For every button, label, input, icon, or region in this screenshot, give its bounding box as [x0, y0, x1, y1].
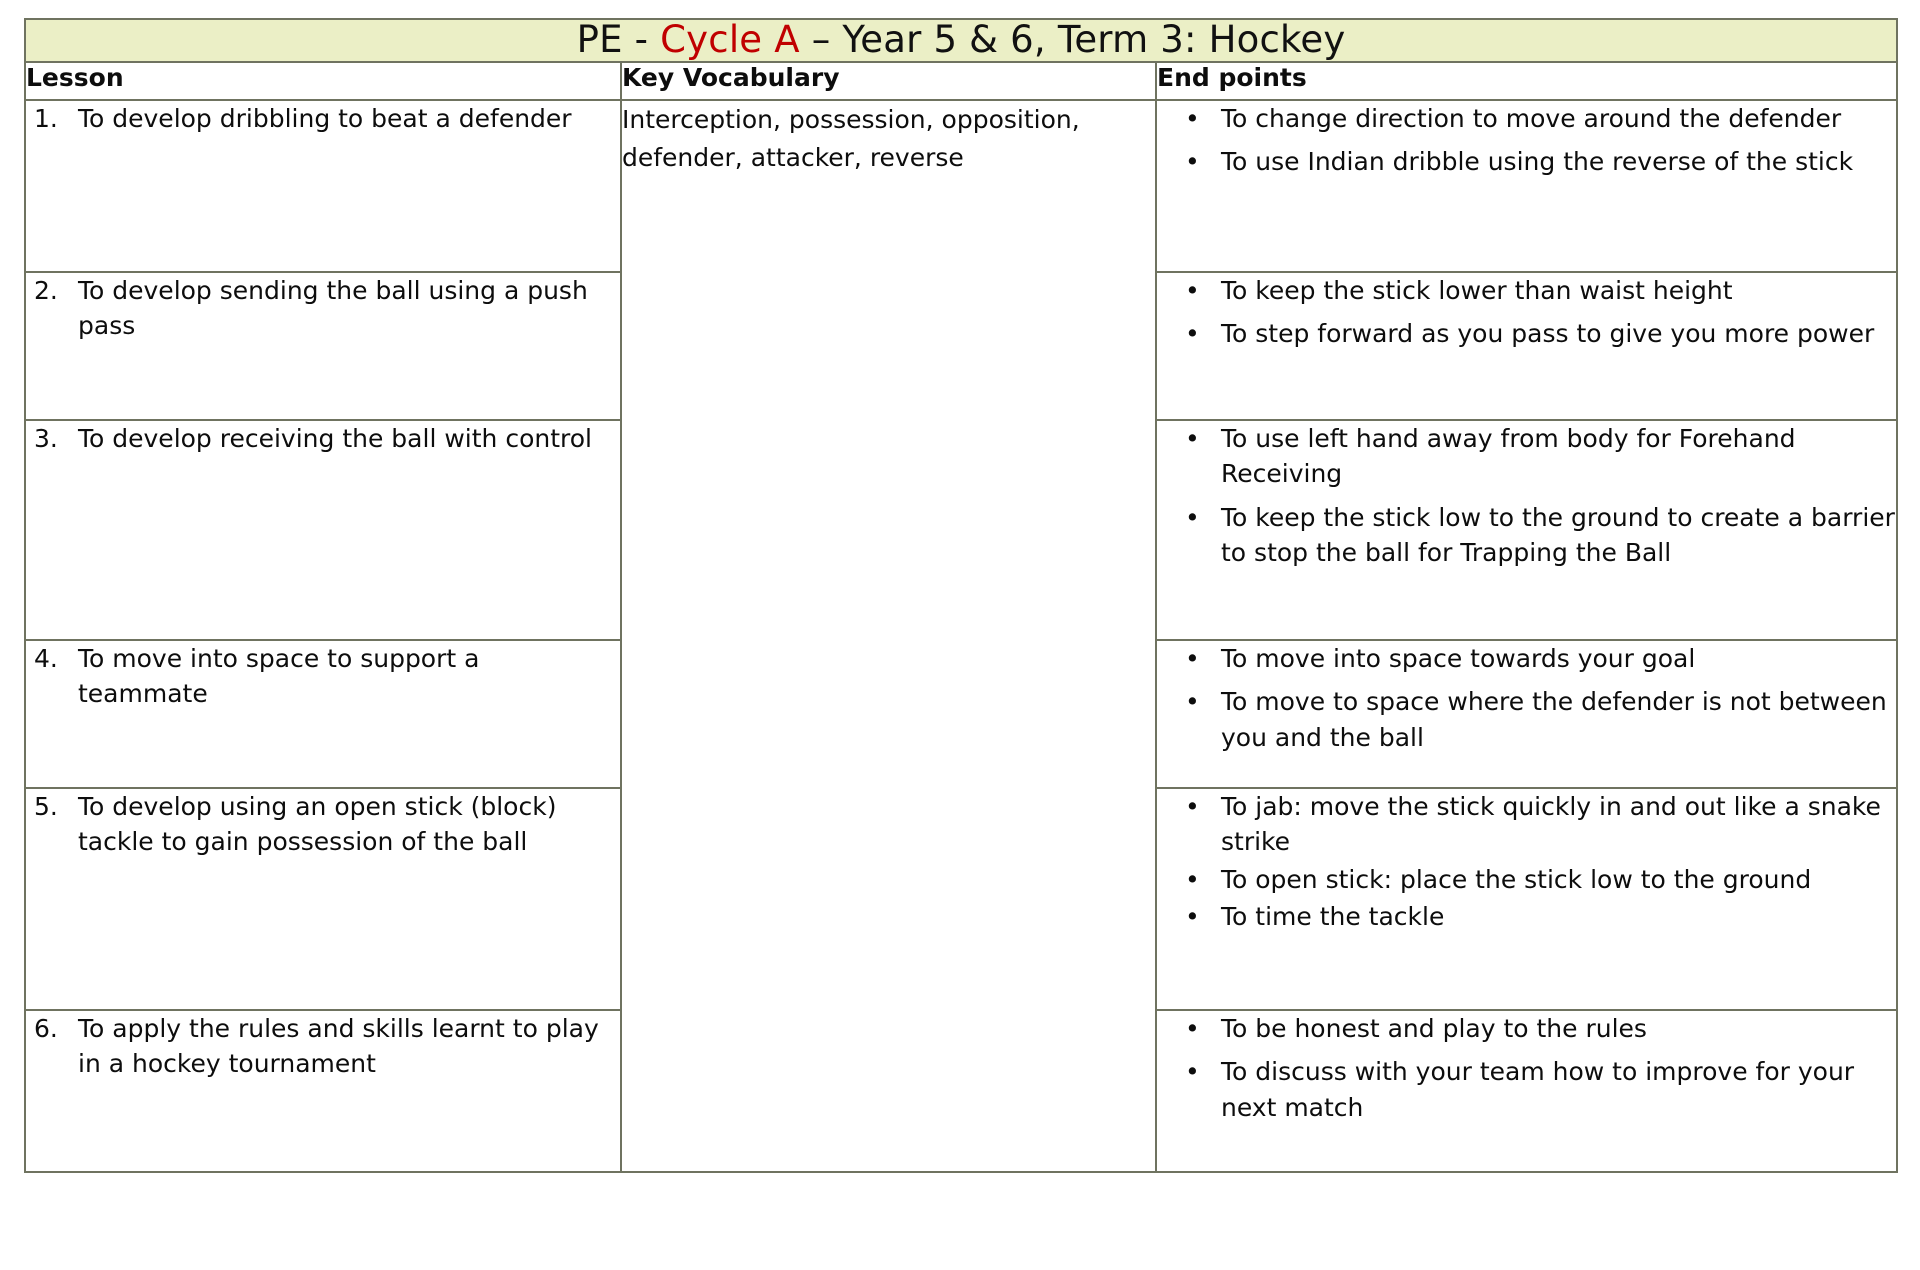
document-title	[577, 18, 1346, 61]
end-point-text: To move into space towards your goal	[1221, 643, 1696, 673]
lesson-text-6: To apply the rules and skills learnt to play in a hockey tournament	[78, 1013, 599, 1079]
column-header-lesson: Lesson	[25, 62, 621, 100]
bullet-icon: •	[1185, 423, 1200, 453]
title-suffix: – Year 5 & 6, Term 3: Hockey	[799, 18, 1346, 61]
lesson-cell-4	[25, 640, 621, 788]
end-points-list-5	[1157, 789, 1896, 935]
lesson-text-4: To move into space to support a teammate	[78, 643, 480, 709]
end-points-cell-1	[1156, 100, 1897, 272]
end-points-cell-5	[1156, 788, 1897, 1010]
lesson-text-1: To develop dribbling to beat a defender	[78, 103, 572, 133]
bullet-icon: •	[1185, 275, 1200, 305]
list-item	[1157, 101, 1896, 137]
list-item	[1157, 862, 1896, 898]
table-row	[25, 100, 1897, 272]
lesson-text-2: To develop sending the ball using a push pass	[78, 275, 588, 341]
curriculum-plan-table	[24, 18, 1898, 1173]
end-points-list-4	[1157, 641, 1896, 756]
lesson-text-3: To develop receiving the ball with control	[78, 423, 592, 453]
lesson-number-2: 2.	[34, 275, 58, 305]
end-point-text: To time the tackle	[1221, 902, 1445, 932]
list-item	[1157, 899, 1896, 935]
list-item	[1157, 500, 1896, 571]
lesson-cell-2	[25, 272, 621, 420]
end-point-text: To step forward as you pass to give you more power	[1221, 319, 1875, 349]
bullet-icon: •	[1185, 319, 1200, 349]
list-item	[1157, 1011, 1896, 1047]
end-points-list-6	[1157, 1011, 1896, 1126]
end-point-text: To keep the stick low to the ground to create a barrier to stop the ball for Trapping the Ball	[1221, 502, 1895, 568]
list-item	[1157, 421, 1896, 492]
lesson-number-6: 6.	[34, 1013, 58, 1043]
title-row	[25, 19, 1897, 62]
list-item	[1157, 641, 1896, 677]
end-point-text: To use left hand away from body for Forehand Receiving	[1221, 423, 1796, 489]
list-item	[1157, 144, 1896, 180]
lesson-number-5: 5.	[34, 791, 58, 821]
end-point-text: To discuss with your team how to improve for your next match	[1221, 1057, 1855, 1122]
list-item	[1157, 316, 1896, 352]
end-points-cell-6	[1156, 1010, 1897, 1172]
end-points-list-1	[1157, 101, 1896, 180]
lesson-text-5: To develop using an open stick (block) tackle to gain possession of the ball	[78, 791, 557, 857]
bullet-icon: •	[1185, 1057, 1200, 1087]
end-point-text: To use Indian dribble using the reverse of the stick	[1221, 147, 1854, 177]
lesson-cell-6	[25, 1010, 621, 1172]
end-point-text: To open stick: place the stick low to the ground	[1221, 864, 1812, 894]
end-points-list-2	[1157, 273, 1896, 352]
column-header-end-points: End points	[1156, 62, 1897, 100]
list-item	[1157, 1054, 1896, 1125]
bullet-icon: •	[1185, 791, 1200, 821]
lesson-number-1: 1.	[34, 103, 58, 133]
key-vocabulary-cell	[621, 100, 1156, 1172]
bullet-icon: •	[1185, 687, 1200, 717]
bullet-icon: •	[1185, 502, 1200, 532]
bullet-icon: •	[1185, 902, 1200, 932]
end-point-text: To jab: move the stick quickly in and out like a snake strike	[1221, 791, 1881, 857]
column-header-row	[25, 62, 1897, 100]
document-title-cell	[25, 19, 1897, 62]
list-item	[1157, 684, 1896, 755]
bullet-icon: •	[1185, 147, 1200, 177]
key-vocabulary-text: Interception, possession, opposition, defender, attacker, reverse	[622, 104, 1080, 172]
list-item	[1157, 273, 1896, 309]
end-points-cell-3	[1156, 420, 1897, 640]
end-points-list-3	[1157, 421, 1896, 571]
end-point-text: To move to space where the defender is not between you and the ball	[1221, 687, 1887, 752]
bullet-icon: •	[1185, 103, 1200, 133]
bullet-icon: •	[1185, 643, 1200, 673]
end-points-cell-4	[1156, 640, 1897, 788]
end-point-text: To change direction to move around the defender	[1221, 103, 1842, 133]
end-point-text: To keep the stick lower than waist height	[1221, 275, 1733, 305]
lesson-number-4: 4.	[34, 643, 58, 673]
lesson-cell-1	[25, 100, 621, 272]
bullet-icon: •	[1185, 864, 1200, 894]
lesson-cell-3	[25, 420, 621, 640]
list-item	[1157, 789, 1896, 860]
end-points-cell-2	[1156, 272, 1897, 420]
end-point-text: To be honest and play to the rules	[1221, 1013, 1647, 1043]
title-accent: Cycle A	[660, 18, 800, 61]
column-header-key-vocabulary: Key Vocabulary	[621, 62, 1156, 100]
lesson-number-3: 3.	[34, 423, 58, 453]
bullet-icon: •	[1185, 1013, 1200, 1043]
title-prefix: PE -	[576, 18, 661, 61]
lesson-cell-5	[25, 788, 621, 1010]
